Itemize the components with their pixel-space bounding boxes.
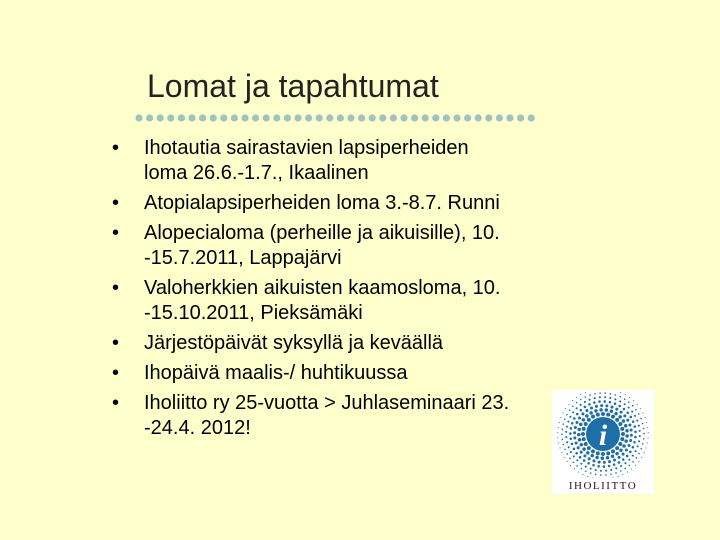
bullet-item <box>112 136 592 186</box>
bullet-glyph: • <box>112 392 120 414</box>
bullet-glyph: • <box>112 332 120 354</box>
bullet-text-line1: Iholiitto ry 25-vuotta > Juhlaseminaari 23. <box>144 392 510 414</box>
bullet-text-line1: Järjestöpäivät syksyllä ja keväällä <box>144 332 444 354</box>
logo-letter: i <box>598 419 608 452</box>
bullet-glyph: • <box>112 137 120 159</box>
bullet-glyph: • <box>112 222 120 244</box>
bullet-item <box>112 276 592 326</box>
title-divider <box>134 112 544 124</box>
bullet-text-line1: Ihopäivä maalis-/ huhtikuussa <box>144 362 408 384</box>
bullet-item <box>112 361 592 386</box>
logo-name: IHOLIITTO <box>568 480 638 492</box>
bullet-glyph: • <box>112 277 120 299</box>
bullet-glyph: • <box>112 362 120 384</box>
bullet-text-line2: -15.7.2011, Lappajärvi <box>144 247 342 269</box>
bullet-text-line2: -24.4. 2012! <box>144 417 251 439</box>
bullet-text-line2: loma 26.6.-1.7., Ikaalinen <box>144 162 369 184</box>
bullet-text-line1: Valoherkkien aikuisten kaamosloma, 10. <box>144 277 501 299</box>
bullet-item <box>112 191 592 216</box>
bullet-text-line1: Atopialapsiperheiden loma 3.-8.7. Runni <box>144 192 500 214</box>
bullet-glyph: • <box>112 192 120 214</box>
bullet-text-line1: Ihotautia sairastavien lapsiperheiden <box>144 137 469 159</box>
bullet-item <box>112 331 592 356</box>
bullet-text-line2: -15.10.2011, Pieksämäki <box>144 302 363 324</box>
bullet-item <box>112 391 592 441</box>
bullet-item <box>112 221 592 271</box>
info-icon <box>552 392 654 478</box>
bullet-list <box>112 136 592 446</box>
iholiitto-logo <box>552 390 654 494</box>
bullet-text-line1: Alopecialoma (perheille ja aikuisille), 10. <box>144 222 500 244</box>
slide-title: Lomat ja tapahtumat <box>147 68 439 104</box>
